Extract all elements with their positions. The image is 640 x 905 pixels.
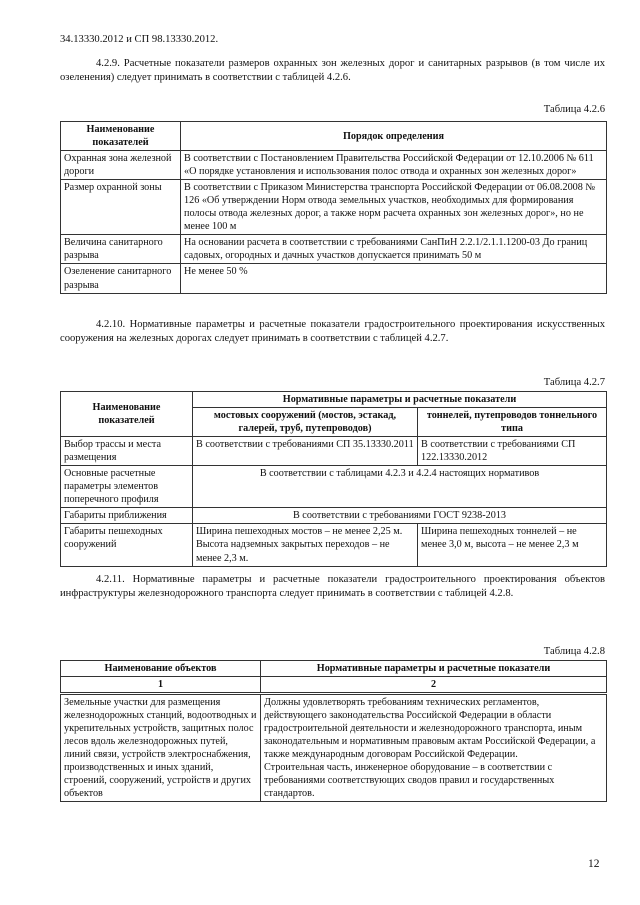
table-cell: Ширина пешеходных мостов – не менее 2,25 м. Высота надземных закрытых переходов – не менее 2,3 м.	[193, 524, 418, 566]
paragraph-4-2-11: 4.2.11. Нормативные параметры и расчетные показатели градостроительного проектирования объектов инфраструктуры железнодорожного транспорта следует принимать в соответствии с таблицей 4.2.8.	[60, 574, 605, 599]
table-cell: Размер охранной зоны	[61, 180, 181, 235]
table-4-2-7-caption: Таблица 4.2.7	[543, 377, 605, 388]
table-cell: В соответствии с Постановлением Правительства Российской Федерации от 12.10.2006 № 611 «О порядке установления и использования полос отвода и охранных зон железных дорог»	[181, 151, 607, 180]
table-row	[61, 180, 607, 235]
header-text: 34.13330.2012 и СП 98.13330.2012.	[60, 34, 219, 45]
table-row	[61, 694, 607, 802]
table-cell: В соответствии с требованиями ГОСТ 9238-2013	[193, 508, 607, 524]
table-header-cell: Наименование объектов	[61, 661, 261, 677]
table-header-cell: Наименование показателей	[61, 122, 181, 151]
table-header-cell: Нормативные параметры и расчетные показатели	[261, 661, 607, 677]
table-cell: В соответствии с требованиями СП 35.13330.2011	[193, 437, 418, 466]
table-header-cell: Порядок определения	[181, 122, 607, 151]
requirements-text: Должны удовлетворять требованиям технических регламентов, действующего законодательства Российской Федерации в области градостроительной деятельности и железнодорожного транспорта, иным законодательным и нормативным правовым актам Российской Федерации, а также международным договорам Российской Федерации.	[264, 697, 596, 761]
table-row	[61, 235, 607, 264]
table-column-number: 2	[261, 677, 607, 694]
table-header-cell: тоннелей, путепроводов тоннельного типа	[418, 408, 607, 437]
table-column-number: 1	[61, 677, 261, 694]
table-header-cell: Наименование показателей	[61, 392, 193, 437]
table-cell: Озеленение санитарного разрыва	[61, 264, 181, 293]
table-4-2-8-caption: Таблица 4.2.8	[543, 646, 605, 657]
table-4-2-6-caption: Таблица 4.2.6	[543, 104, 605, 115]
page-number: 12	[588, 858, 600, 870]
table-cell: Ширина пешеходных тоннелей – не менее 3,0 м, высота – не менее 2,3 м	[418, 524, 607, 566]
table-cell: Охранная зона железной дороги	[61, 151, 181, 180]
table-row	[61, 264, 607, 293]
table-cell: Габариты приближения	[61, 508, 193, 524]
paragraph-4-2-10: 4.2.10. Нормативные параметры и расчетные показатели градостроительного проектирования искусственных сооружения на железных дорогах следует принимать в соответствии с таблицей 4.2.7.	[60, 319, 605, 344]
table-row	[61, 524, 607, 566]
table-header-cell: Нормативные параметры и расчетные показатели	[193, 392, 607, 408]
table-4-2-6	[60, 121, 607, 294]
table-cell: Габариты пешеходных сооружений	[61, 524, 193, 566]
table-row	[61, 508, 607, 524]
table-cell: Не менее 50 %	[181, 264, 607, 293]
table-row	[61, 151, 607, 180]
table-4-2-8	[60, 660, 607, 802]
table-row	[61, 466, 607, 508]
table-row	[61, 437, 607, 466]
table-4-2-7	[60, 391, 607, 567]
table-header-cell: мостовых сооружений (мостов, эстакад, галерей, труб, путепроводов)	[193, 408, 418, 437]
table-cell: В соответствии с таблицами 4.2.3 и 4.2.4 настоящих нормативов	[193, 466, 607, 508]
table-cell: В соответствии с Приказом Министерства транспорта Российской Федерации от 06.08.2008 № 126 «Об утверждении Норм отвода земельных участков, необходимых для формирования полосы отвода железных дорог, а также норм расчета охранных зон железных дорог», но не менее 100 м	[181, 180, 607, 235]
table-cell: В соответствии с требованиями СП 122.13330.2012	[418, 437, 607, 466]
table-cell: На основании расчета в соответствии с требованиями СанПиН 2.2.1/2.1.1.1200-03 До границ садовых, огородных и дачных участков допускается принимать 50 м	[181, 235, 607, 264]
table-cell	[261, 694, 607, 802]
paragraph-4-2-9: 4.2.9. Расчетные показатели размеров охранных зон железных дорог и санитарных разрывов (в том числе их озеленения) следует принимать в соответствии с таблицей 4.2.6.	[60, 58, 605, 83]
table-cell: Основные расчетные параметры элементов поперечного профиля	[61, 466, 193, 508]
table-cell: Величина санитарного разрыва	[61, 235, 181, 264]
construction-text: Строительная часть, инженерное оборудование – в соответствии с требованиями соответствующих сводов правил и государственных стандартов.	[264, 762, 555, 800]
table-cell: Выбор трассы и места размещения	[61, 437, 193, 466]
table-cell: Земельные участки для размещения железнодорожных станций, водоотводных и укрепительных устройств, защитных полос лесов вдоль железнодорожных путей, линий связи, устройств электроснабжения, производственных и иных зданий, строений, сооружений, устройств и других объектов	[61, 694, 261, 802]
